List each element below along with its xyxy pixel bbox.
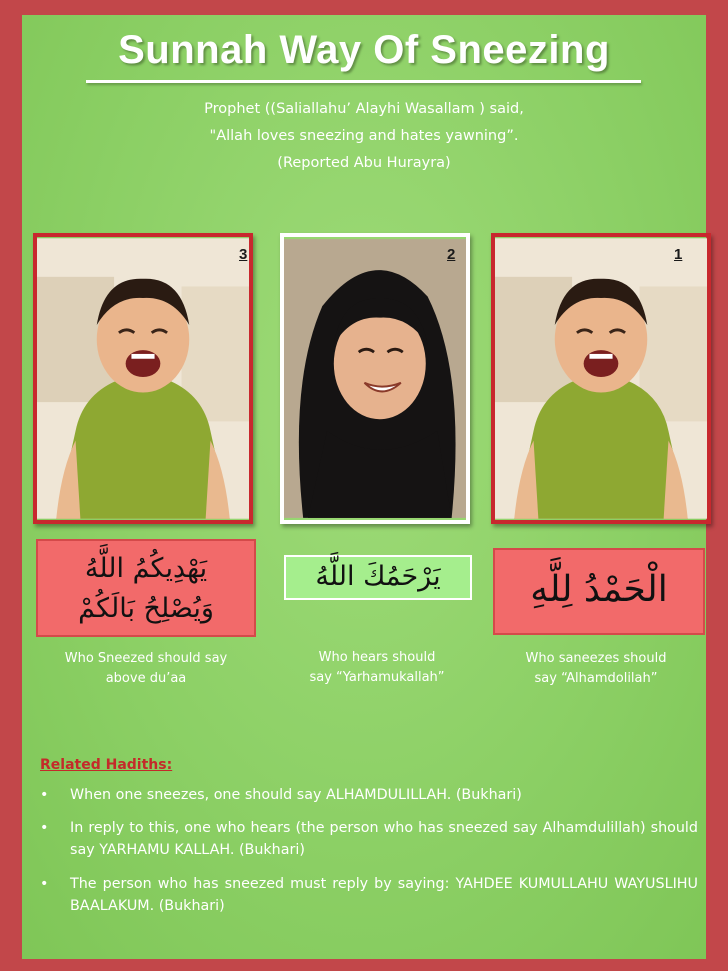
caption-middle-line-1: Who hears should — [318, 650, 436, 665]
caption-middle-line-2: say “Yarhamukallah” — [309, 670, 445, 685]
page-title: Sunnah Way Of Sneezing — [118, 28, 610, 72]
hadith-item-1 — [40, 784, 698, 806]
hadith-heading: Related Hadiths: — [40, 757, 173, 773]
card-number-3: 3 — [239, 246, 248, 263]
hadith-item-3 — [40, 873, 698, 917]
dua-line-2: وَيُصْلِحُ بَالَكُمْ — [78, 593, 214, 624]
hadith-text-1: When one sneezes, one should say ALHAMDULILLAH. (Bukhari) — [70, 787, 522, 803]
dua-box-sneezer: الْحَمْدُ لِلَّهِ — [493, 548, 705, 635]
crying-boy-photo — [495, 237, 707, 520]
smiling-girl-photo — [284, 237, 466, 520]
title-underline — [86, 80, 641, 83]
caption-right — [490, 649, 702, 689]
dua-box-responder: يَرْحَمُكَ اللَّهُ — [284, 555, 472, 600]
bullet: • — [40, 876, 49, 892]
hadith-text-3: The person who has sneezed must reply by saying: YAHDEE KUMULLAHU WAYUSLIHU BAALAKUM. (Bukhari) — [70, 876, 698, 914]
caption-left-line-1: Who Sneezed should say — [64, 651, 228, 666]
photo-card-3 — [33, 233, 253, 524]
caption-right-line-2: say “Alhamdolilah” — [534, 671, 658, 686]
caption-middle — [282, 648, 472, 688]
hadith-text-2: In reply to this, one who hears (the person who has sneezed say Alhamdulillah) should say YARHAMU KALLAH. (Bukhari) — [70, 820, 698, 858]
photo-card-1 — [491, 233, 711, 524]
quote-line-2: "Allah loves sneezing and hates yawning”. — [209, 128, 519, 144]
caption-left — [36, 649, 256, 689]
card-number-1: 1 — [674, 246, 683, 263]
hadith-item-2 — [40, 817, 698, 861]
caption-right-line-1: Who saneezes should — [525, 651, 667, 666]
dua-line-1: يَهْدِيكُمُ اللَّهُ — [84, 553, 208, 584]
dua-box-reply-to-responder — [36, 539, 256, 637]
bullet: • — [40, 820, 49, 836]
quote-line-3: (Reported Abu Hurayra) — [277, 155, 451, 171]
bullet: • — [40, 787, 49, 803]
photo-card-2 — [280, 233, 470, 524]
caption-left-line-2: above du’aa — [105, 671, 187, 686]
quote-line-1: Prophet ((Saliallahu’ Alayhi Wasallam ) said, — [204, 101, 524, 117]
crying-boy-photo — [37, 237, 249, 520]
card-number-2: 2 — [447, 246, 456, 263]
